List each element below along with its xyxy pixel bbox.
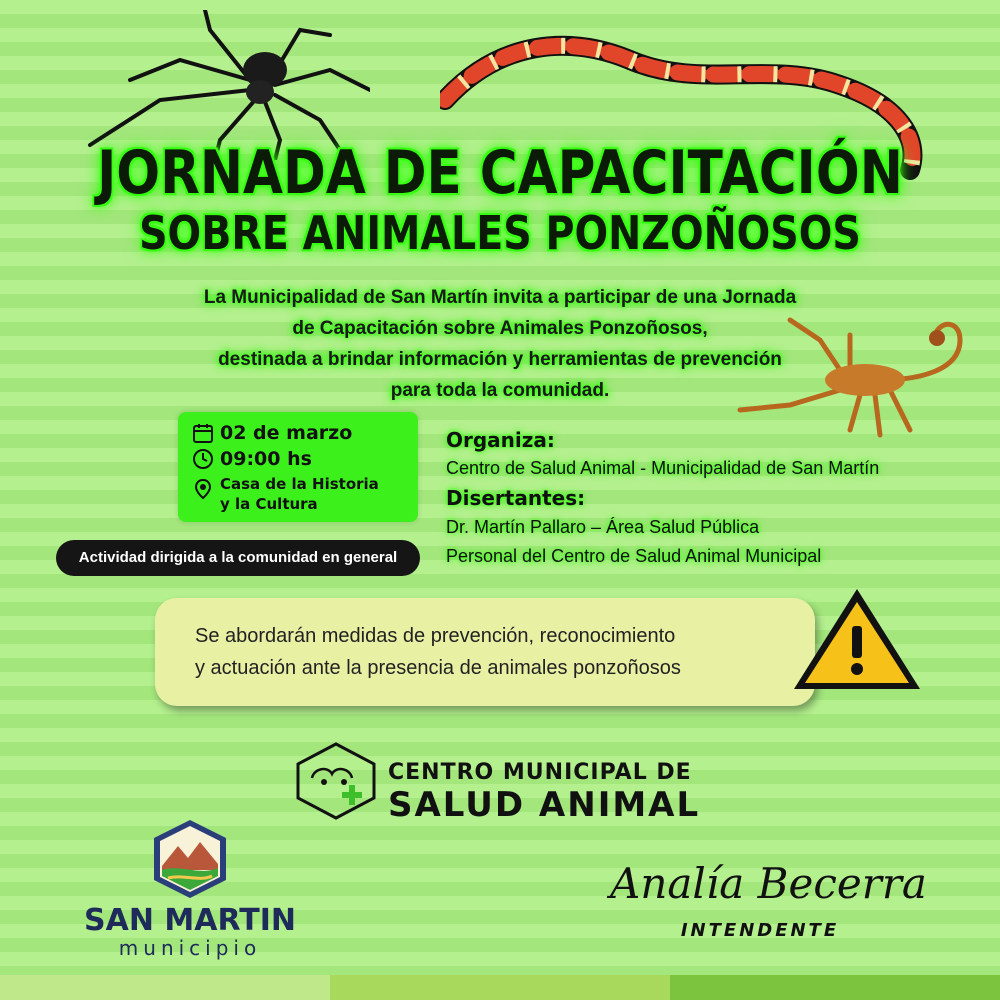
health-center-logo-icon — [292, 740, 380, 822]
main-subtitle: SOBRE ANIMALES PONZOÑOSOS — [139, 206, 861, 260]
disertante-item: Personal del Centro de Salud Animal Municipal — [446, 546, 822, 566]
event-place-line2: y la Cultura — [220, 495, 318, 513]
disertante-item: Dr. Martín Pallaro – Área Salud Pública — [446, 517, 760, 537]
health-center-line1: CENTRO MUNICIPAL DE — [388, 760, 692, 785]
footer-bar-segment — [0, 975, 330, 1000]
health-center-name — [388, 760, 700, 825]
intro-line: La Municipalidad de San Martín invita a participar de una Jornada — [203, 287, 797, 308]
event-date: 02 de marzo — [220, 422, 353, 444]
main-title: JORNADA DE CAPACITACIÓN — [97, 138, 903, 208]
municipality-sub: municipio — [118, 936, 262, 960]
date-row — [192, 422, 352, 444]
signature-role: INTENDENTE — [680, 920, 840, 941]
footer-bar-segment — [330, 975, 670, 1000]
notice-line: Se abordarán medidas de prevención, reconocimiento — [195, 625, 676, 647]
organiza-text: Centro de Salud Animal - Municipalidad de San Martín — [446, 458, 880, 478]
footer-bar-segment — [670, 975, 1000, 1000]
organiza-heading: Organiza: — [446, 428, 555, 452]
place-row — [192, 474, 379, 514]
event-time: 09:00 hs — [220, 448, 312, 470]
warning-icon — [790, 584, 925, 694]
notice-box — [155, 598, 815, 706]
audience-badge: Actividad dirigida a la comunidad en general — [56, 540, 420, 576]
notice-text — [195, 620, 795, 684]
event-place-line1: Casa de la Historia — [220, 475, 379, 493]
notice-line: y actuación ante la presencia de animales ponzoñosos — [195, 657, 681, 679]
intro-line: de Capacitación sobre Animales Ponzoñosos, — [292, 318, 708, 339]
time-row — [192, 448, 312, 470]
event-details-box — [178, 412, 418, 522]
municipality-name: SAN MARTIN — [84, 903, 296, 938]
clock-icon — [192, 448, 214, 470]
signature-image — [600, 848, 930, 920]
intro-line: destinada a brindar información y herramientas de prevención — [218, 349, 782, 370]
intro-line: para toda la comunidad. — [390, 380, 610, 401]
location-pin-icon — [192, 478, 214, 500]
intro-paragraph — [140, 282, 860, 406]
health-center-line2: SALUD ANIMAL — [388, 785, 701, 825]
calendar-icon — [192, 422, 214, 444]
disertantes-heading: Disertantes: — [446, 486, 586, 510]
svg-text:Analía Becerra: Analía Becerra — [610, 859, 927, 908]
san-martin-logo-icon — [150, 818, 230, 900]
